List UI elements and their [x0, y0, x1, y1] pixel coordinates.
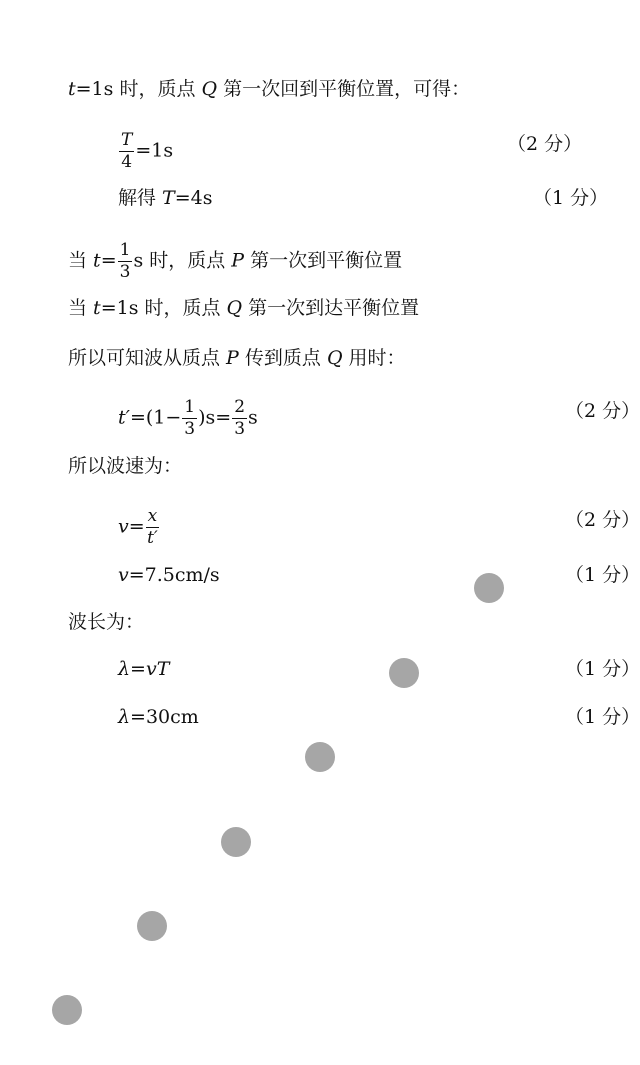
text-segment: 所以可知波从质点: [68, 347, 227, 369]
text-segment: 第一次回到平衡位置，可得：: [217, 78, 471, 100]
variable: T: [162, 187, 175, 209]
fraction-numerator: 2: [234, 397, 246, 417]
text-segment: 波长为：: [68, 611, 145, 633]
variable: v: [118, 564, 129, 586]
text-segment: 传到质点: [238, 347, 327, 369]
score-label: （2 分）: [565, 400, 640, 422]
text-segment: 当: [68, 297, 94, 319]
gray-dot: [52, 995, 82, 1025]
text-segment: =(1−: [129, 406, 182, 429]
fraction-denominator: t′: [147, 528, 158, 548]
gray-dot: [474, 573, 504, 603]
text-segment: =: [130, 658, 146, 680]
variable: t′: [118, 406, 130, 429]
text-segment: =: [128, 515, 145, 538]
text-segment: =1s 时，质点: [100, 297, 227, 319]
variable: Q: [326, 347, 343, 369]
score-label: （1 分）: [565, 706, 640, 728]
variable: t: [68, 78, 76, 100]
fraction: [146, 508, 160, 547]
text-segment: )s=: [198, 406, 232, 429]
score-label: （2 分）: [507, 133, 583, 155]
gray-dot: [221, 827, 251, 857]
fraction-denominator: 4: [121, 152, 133, 172]
variable: Q: [226, 297, 243, 319]
score-label: （1 分）: [565, 658, 640, 680]
variable: P: [231, 249, 245, 272]
variable: P: [226, 347, 239, 369]
fraction: [118, 242, 133, 281]
fraction: [232, 399, 247, 438]
variable: vT: [145, 658, 170, 680]
text-segment: 第一次到达平衡位置: [242, 297, 420, 319]
text-segment: 第一次到平衡位置: [244, 249, 403, 272]
score-label: （1 分）: [533, 187, 609, 209]
gray-dot: [137, 911, 167, 941]
score-label: （2 分）: [565, 509, 640, 531]
variable: Q: [201, 78, 218, 100]
gray-dot: [305, 742, 335, 772]
gray-dot: [389, 658, 419, 688]
fraction: [182, 399, 197, 438]
fraction-numerator: 1: [119, 240, 131, 260]
variable: λ: [118, 706, 131, 728]
text-segment: s: [248, 406, 258, 429]
text-segment: =30cm: [130, 706, 199, 728]
fraction-numerator: 1: [184, 397, 196, 417]
text-segment: 所以波速为：: [68, 455, 183, 477]
text-segment: =1s: [135, 139, 174, 162]
variable: t: [93, 297, 101, 319]
fraction-denominator: 3: [184, 419, 196, 439]
text-segment: 用时：: [342, 347, 406, 369]
text-segment: =1s 时，质点: [75, 78, 202, 100]
variable: v: [118, 515, 129, 538]
text-segment: s 时，质点: [133, 249, 232, 272]
variable: λ: [118, 658, 131, 680]
text-segment: 解得: [118, 187, 163, 209]
fraction: [119, 132, 134, 171]
text-segment: =4s: [174, 187, 213, 209]
fraction-numerator: T: [121, 130, 133, 150]
text-segment: 当: [68, 249, 94, 272]
text-segment: =7.5cm/s: [128, 564, 220, 586]
fraction-numerator: x: [147, 506, 158, 526]
text-segment: =: [100, 249, 117, 272]
fraction-denominator: 3: [234, 419, 246, 439]
fraction-denominator: 3: [119, 262, 131, 282]
score-label: （1 分）: [565, 564, 640, 586]
variable: t: [93, 249, 101, 272]
